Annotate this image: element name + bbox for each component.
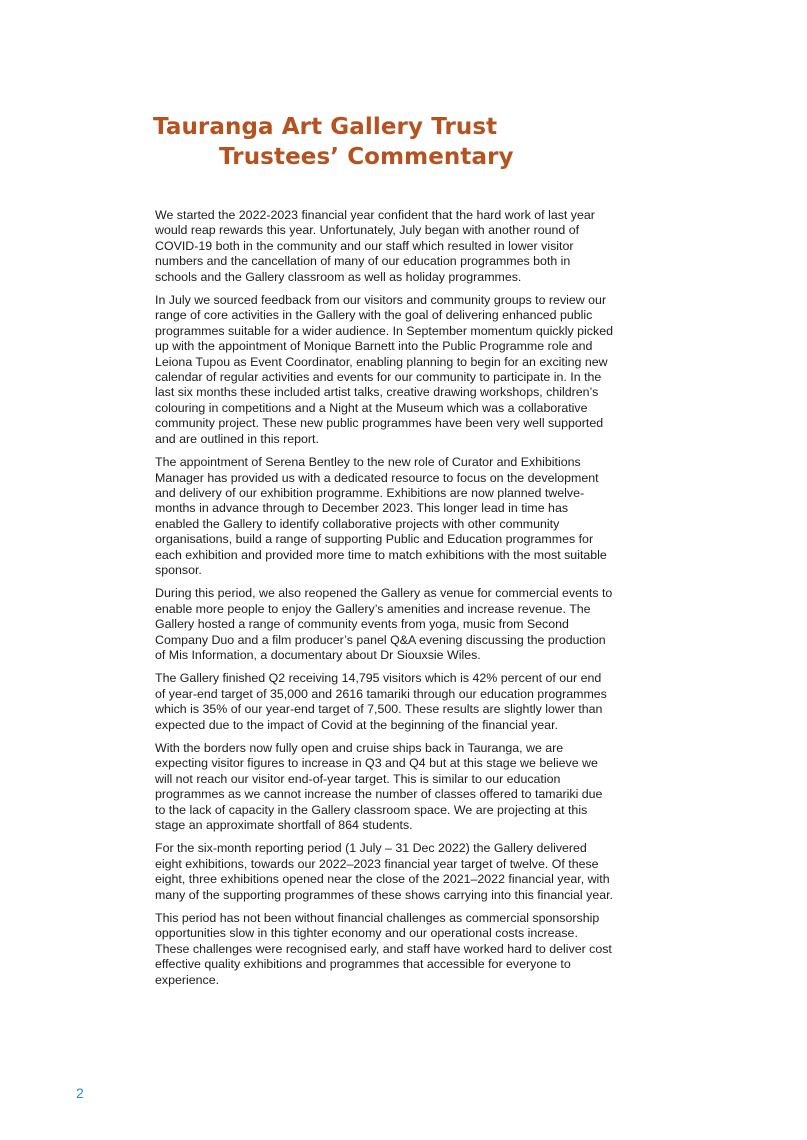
page-title [153,112,514,172]
paragraph: In July we sourced feedback from our visitors and community groups to review our range of core activities in the Gallery with the goal of delivering enhanced public programmes suitable for a wider audience. In September momentum quickly picked up with the appointment of Monique Barnett into the Public Programme role and Leiona Tupou as Event Coordinator, enabling planning to begin for an exciting new calendar of regular activities and events for our community to participate in. In the last six months these included artist talks, creative drawing workshops, children’s colouring in competitions and a Night at the Museum which was a collaborative community project. These new public programmes have been very well supported and are outlined in this report. [155,293,613,446]
page-number: 2 [76,1085,84,1101]
paragraph: This period has not been without financial challenges as commercial sponsorship opportunities slow in this tighter economy and our operational costs increase. These challenges were recognised early, and staff have worked hard to deliver cost effective quality exhibitions and programmes that accessible for everyone to experience. [155,911,612,987]
title-line-2: Trustees’ Commentary [219,144,514,170]
commentary-body [155,208,613,996]
paragraph: We started the 2022-2023 financial year confident that the hard work of last year would reap rewards this year. Unfortunately, July began with another round of COVID-19 both in the community and our staff which resulted in lower visitor numbers and the cancellation of many of our education programmes both in schools and the Gallery classroom as well as holiday programmes. [155,208,595,284]
title-line-1: Tauranga Art Gallery Trust [153,114,498,140]
paragraph: With the borders now fully open and cruise ships back in Tauranga, we are expecting visitor figures to increase in Q3 and Q4 but at this stage we believe we will not reach our visitor end-of-year target. This is similar to our education programmes as we cannot increase the number of classes offered to tamariki due to the lack of capacity in the Gallery classroom space. We are projecting at this stage an approximate shortfall of 864 students. [155,741,603,833]
paragraph: The appointment of Serena Bentley to the new role of Curator and Exhibitions Manager has provided us with a dedicated resource to focus on the development and delivery of our exhibition programme. Exhibitions are now planned twelve-months in advance through to December 2023. This longer lead in time has enabled the Gallery to identify collaborative projects with other community organisations, build a range of supporting Public and Education programmes for each exhibition and provided more time to match exhibitions with the most suitable sponsor. [155,455,607,577]
paragraph: During this period, we also reopened the Gallery as venue for commercial events to enable more people to enjoy the Gallery’s amenities and increase revenue. The Gallery hosted a range of community events from yoga, music from Second Company Duo and a film producer’s panel Q&A evening discussing the production of Mis Information, a documentary about Dr Siouxsie Wiles. [155,586,613,662]
paragraph: For the six-month reporting period (1 July – 31 Dec 2022) the Gallery delivered eight exhibitions, towards our 2022–2023 financial year target of twelve. Of these eight, three exhibitions opened near the close of the 2021–2022 financial year, with many of the supporting programmes of these shows carrying into this financial year. [155,841,613,902]
paragraph: The Gallery finished Q2 receiving 14,795 visitors which is 42% percent of our end of year-end target of 35,000 and 2616 tamariki through our education programmes which is 35% of our year-end target of 7,500. These results are slightly lower than expected due to the impact of Covid at the beginning of the financial year. [155,671,607,732]
